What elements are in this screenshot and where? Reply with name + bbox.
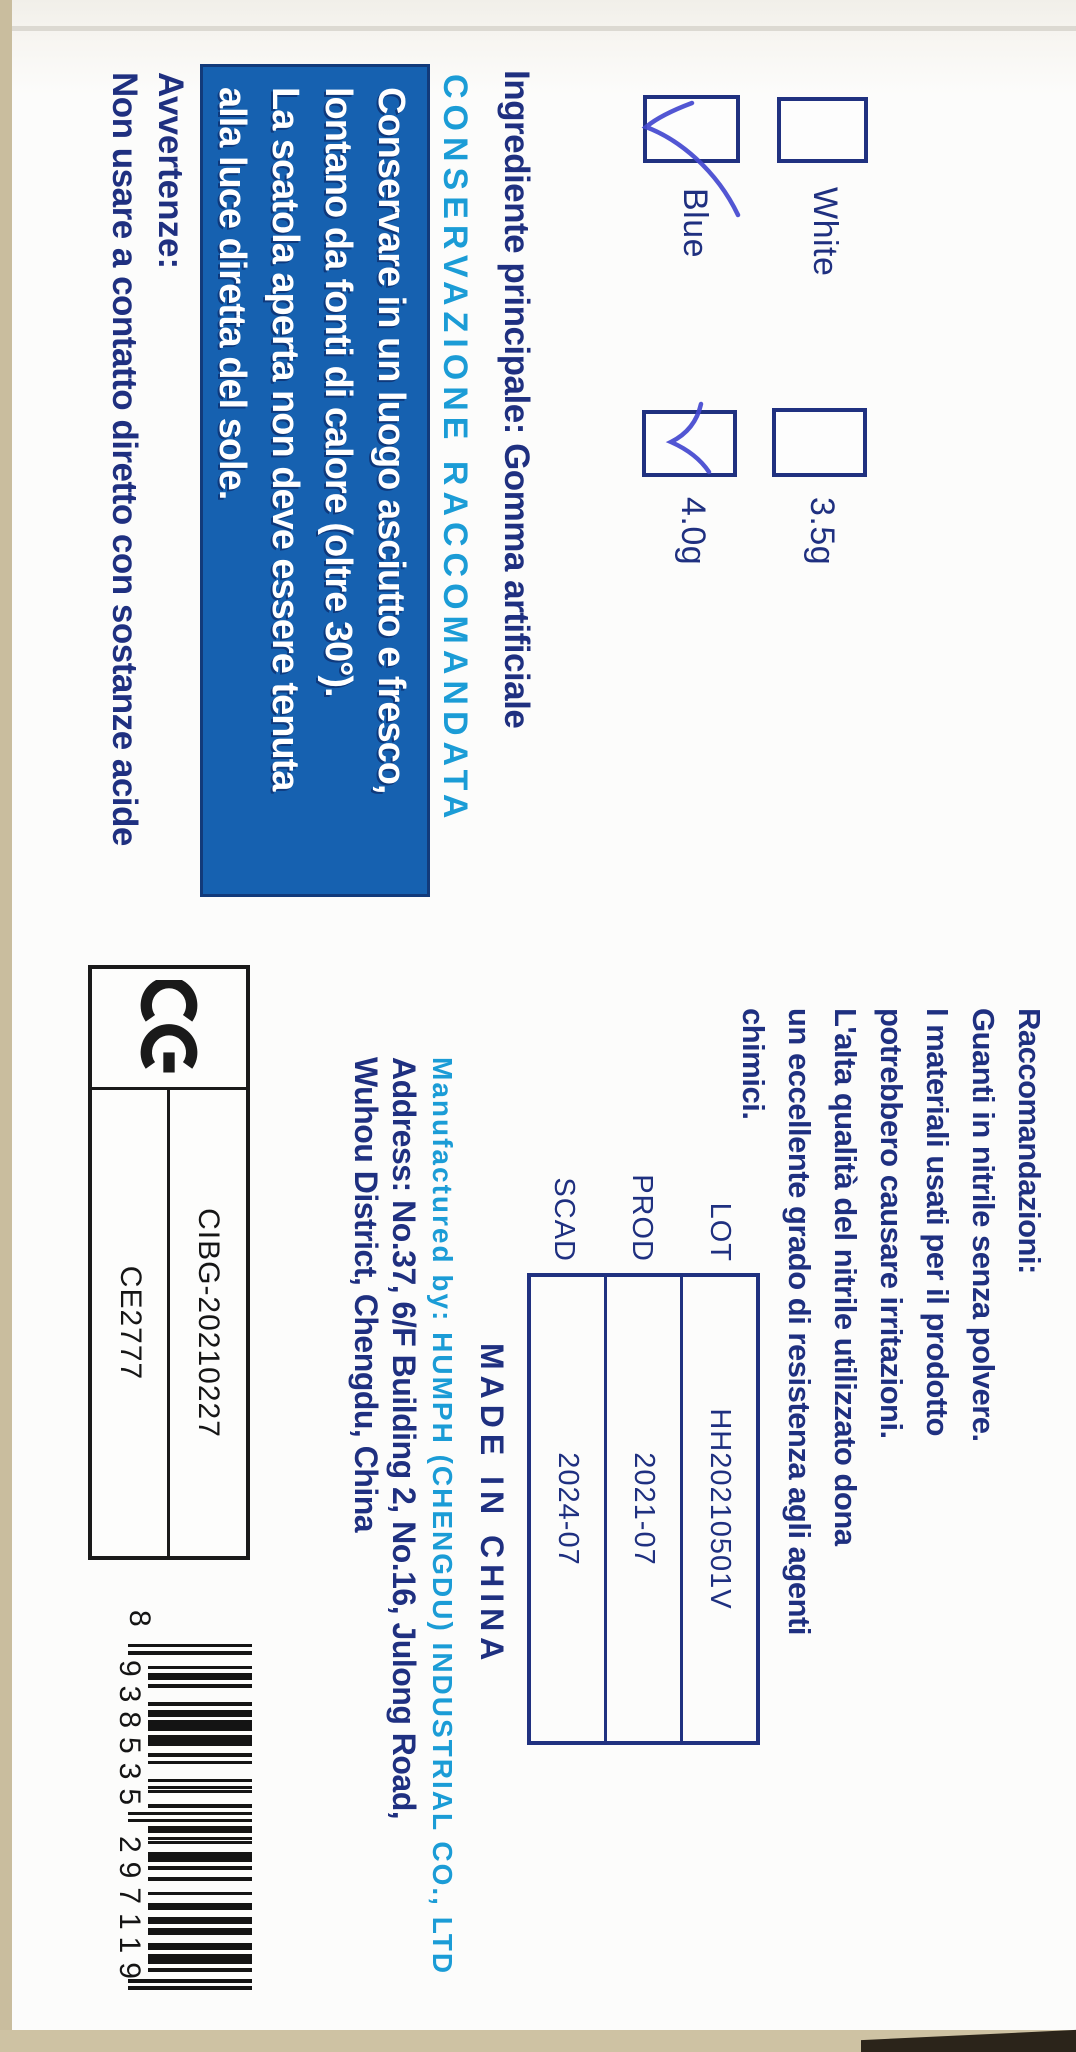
ce-codes [92, 1090, 246, 1556]
ce-code-line-2: CE2777 [113, 1265, 147, 1381]
barcode-bar [148, 1753, 252, 1756]
barcode-bar [128, 1651, 252, 1654]
made-in-china-text: MADE IN CHINA [474, 1343, 510, 1667]
barcode-bar [148, 1713, 252, 1716]
barcode-bar [128, 1986, 252, 1989]
batch-label-scad: SCAD [548, 1177, 580, 1262]
checkbox-3-5g-label: 3.5g [803, 497, 841, 566]
barcode-bar [148, 1859, 252, 1862]
batch-label-lot: LOT [704, 1202, 736, 1262]
barcode-bar [148, 1892, 252, 1895]
box-fold-line [0, 26, 1076, 31]
recommendations-line: chimici. [736, 1008, 771, 1120]
recommendations-line: potrebbero causare irritazioni. [874, 1008, 909, 1439]
barcode-bar [128, 1979, 252, 1982]
address-line-1: Address: No.37, 6/F Building 2, No.16, Julong Road, [386, 1057, 422, 1820]
recommendations-line: L'alta qualità del nitrile utilizzato dona [828, 1008, 863, 1546]
checkbox-4-0g [642, 410, 737, 477]
batch-table [527, 1273, 760, 1745]
storage-heading: CONSERVAZIONE RACCOMANDATA [436, 74, 474, 825]
barcode-digits-group1: 938535 [113, 1660, 146, 1815]
barcode-bar [148, 1841, 252, 1844]
barcode-bar [148, 1684, 252, 1687]
barcode-bar [148, 1921, 252, 1924]
barcode-bar [148, 1761, 252, 1764]
barcode-bar [148, 1742, 252, 1745]
storage-line: lontano da fonti di calore (oltre 30°). [317, 87, 359, 697]
barcode-digits-group2: 297119 [113, 1836, 146, 1988]
recommendations-line: Guanti in nitrile senza polvere. [966, 1008, 1001, 1442]
storage-line: Conservare in un luogo asciutto e fresco, [370, 87, 412, 794]
recommendations-title: Raccomandazioni: [1012, 1008, 1047, 1274]
ingredient-line: Ingrediente principale: Gomma artificiale [497, 70, 536, 729]
checkbox-3-5g [772, 408, 867, 477]
warnings-text: Non usare a contatto diretto con sostanze acide [105, 72, 144, 846]
ce-code-line-1: CIBG-20210227 [168, 1090, 247, 1556]
batch-label-prod: PROD [626, 1174, 658, 1262]
table-row [680, 1277, 756, 1741]
table-row [531, 1277, 604, 1741]
recommendations-block [730, 1008, 1052, 1838]
barcode-bar [148, 1968, 252, 1971]
barcode-bar [148, 1877, 252, 1880]
barcode-bar [128, 1812, 252, 1815]
storage-line: alla luce diretta del sole. [211, 87, 253, 500]
checkbox-white-label: White [806, 187, 844, 277]
ce-mark-icon [138, 980, 200, 1076]
scad-date-value: 2024-07 [552, 1452, 584, 1566]
barcode-bar [128, 1819, 252, 1822]
address-line-2: Wuhou District, Chengdu, China [348, 1057, 384, 1533]
checkbox-white [777, 97, 868, 163]
ean13-barcode [82, 1608, 252, 1998]
barcode-bar [148, 1866, 252, 1869]
recommendations-line: un eccellente grado di resistenza agli agenti [782, 1008, 817, 1635]
manufacturer-line: Manufactured by: HUMPH (CHENGDU) INDUSTRIAL CO., LTD [427, 1057, 458, 1976]
barcode-bar [148, 1702, 252, 1705]
barcode-bar [148, 1961, 252, 1964]
barcode-bar [148, 1728, 252, 1731]
barcode-bar [148, 1906, 252, 1909]
ce-logo-cell [92, 969, 246, 1090]
warnings-title: Avvertenze: [151, 72, 190, 270]
photo-background-edge-bottom [0, 0, 12, 2052]
table-row [604, 1277, 680, 1741]
barcode-lead-digit: 8 [123, 1610, 156, 1627]
checkbox-blue-label: Blue [676, 188, 714, 259]
barcode-bar [148, 1677, 252, 1680]
barcode-bar [148, 1932, 252, 1935]
checkbox-blue [643, 95, 740, 163]
pen-checkmark [639, 400, 739, 500]
storage-instructions-box [200, 64, 430, 897]
barcode-bar [148, 1779, 252, 1782]
prod-date-value: 2021-07 [628, 1452, 660, 1566]
lot-value: HH20210501V [704, 1408, 736, 1610]
storage-line: La scatola aperta non deve essere tenuta [264, 87, 306, 791]
barcode-bar [148, 1666, 252, 1669]
ce-certification-box [88, 965, 250, 1560]
barcode-bar [128, 1644, 252, 1647]
barcode-bars [128, 1644, 252, 1990]
barcode-bar [148, 1790, 252, 1793]
barcode-bar [148, 1946, 252, 1949]
recommendations-line: I materiali usati per il prodotto [920, 1008, 955, 1436]
barcode-bar [148, 1804, 252, 1807]
checkbox-4-0g-label: 4.0g [674, 497, 712, 566]
barcode-bar [148, 1830, 252, 1833]
